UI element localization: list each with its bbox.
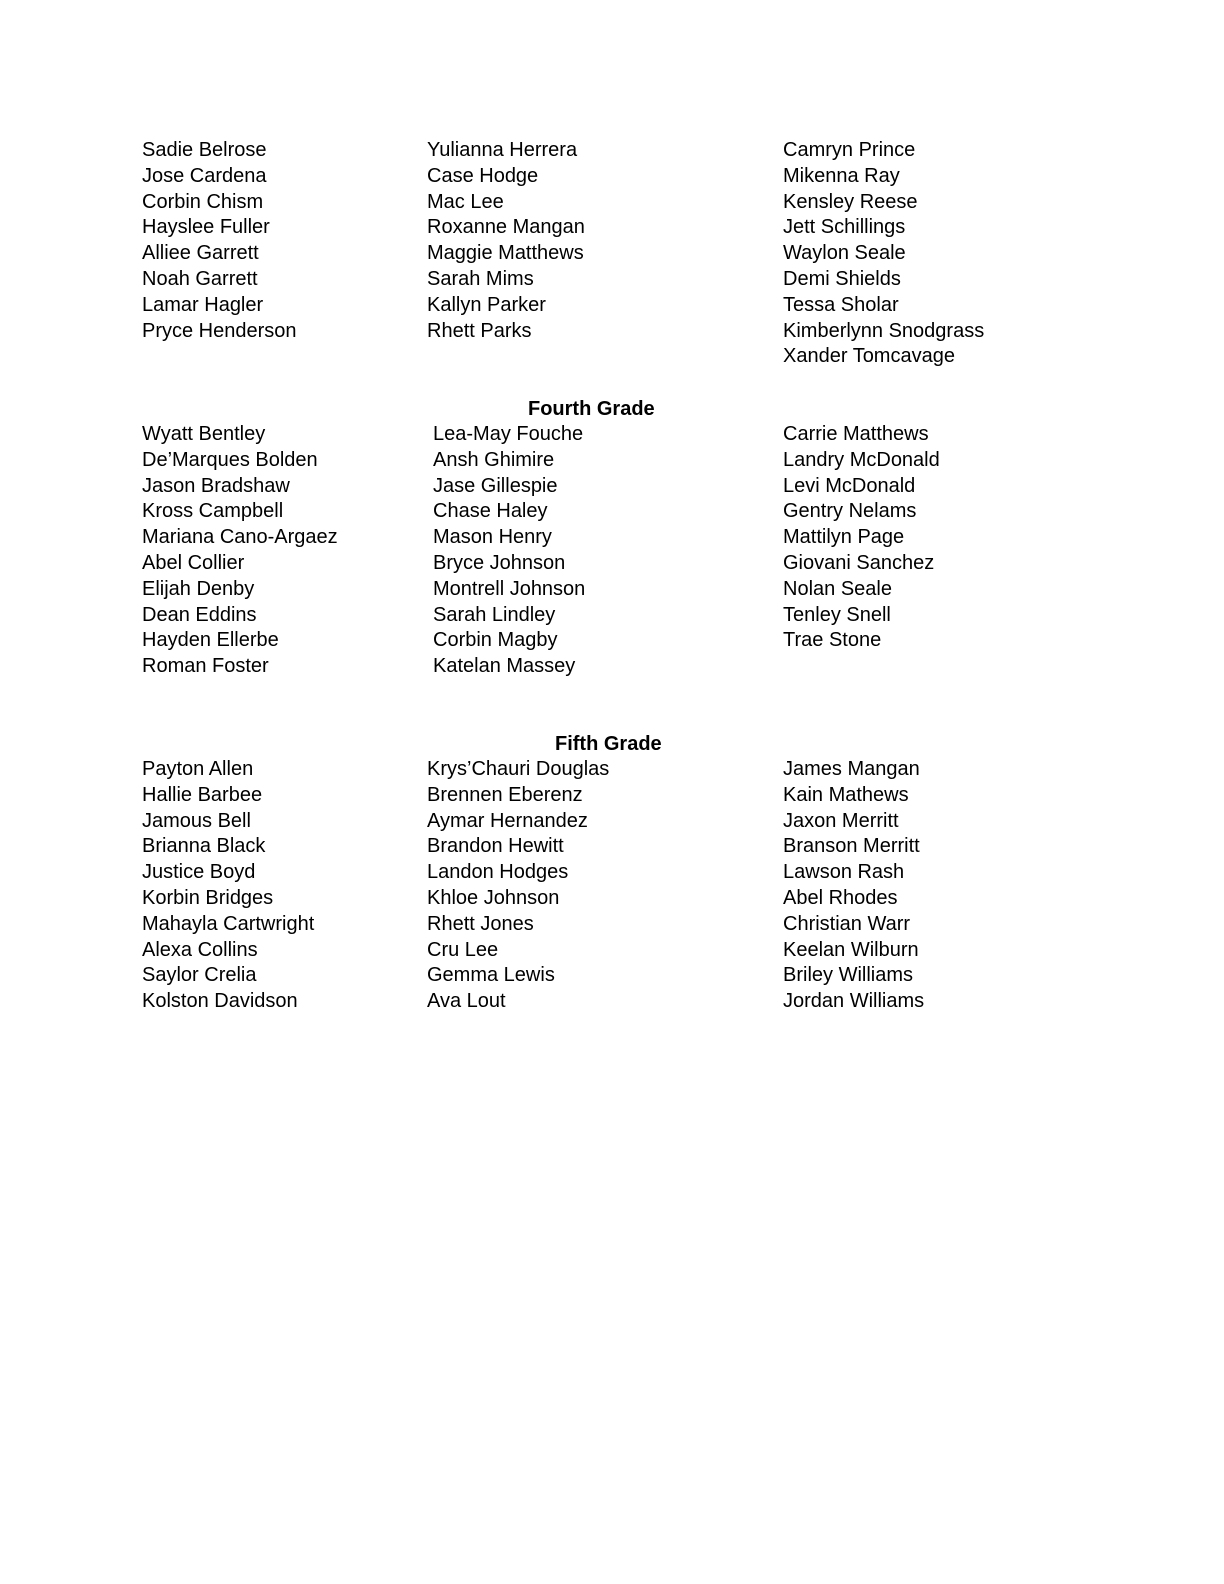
name-entry: Abel Collier [142, 551, 245, 574]
name-entry: Mattilyn Page [783, 526, 905, 549]
name-entry: Aymar Hernandez [427, 809, 588, 832]
name-entry: Jase Gillespie [433, 474, 558, 497]
name-entry: Hallie Barbee [142, 783, 263, 806]
name-entry: Kimberlynn Snodgrass [783, 319, 985, 342]
name-entry: Ansh Ghimire [433, 448, 555, 471]
name-entry: Briley Williams [783, 964, 913, 987]
name-entry: Lamar Hagler [142, 293, 264, 316]
name-entry: Lawson Rash [783, 861, 905, 884]
name-entry: Dean Eddins [142, 603, 257, 626]
name-entry: Brandon Hewitt [427, 835, 564, 858]
name-entry: Nolan Seale [783, 577, 892, 600]
name-column-2 [427, 138, 585, 344]
name-entry: Kross Campbell [142, 500, 284, 523]
name-entry: Abel Rhodes [783, 886, 898, 909]
name-entry: Jaxon Merritt [783, 809, 899, 832]
name-column-3 [783, 422, 940, 654]
name-entry: Justice Boyd [142, 861, 256, 884]
name-entry: Jose Cardena [142, 164, 267, 187]
name-column-1 [142, 422, 338, 680]
name-entry: Brianna Black [142, 835, 266, 858]
name-entry: Tenley Snell [783, 603, 891, 626]
name-entry: Chase Haley [433, 500, 548, 523]
name-entry: Jamous Bell [142, 809, 251, 832]
name-entry: Camryn Prince [783, 139, 916, 161]
name-entry: Kensley Reese [783, 190, 918, 213]
name-entry: Giovani Sanchez [783, 551, 935, 574]
name-entry: Kolston Davidson [142, 990, 298, 1013]
name-entry: Payton Allen [142, 758, 254, 780]
name-entry: Mason Henry [433, 526, 552, 549]
name-entry: Lea-May Fouche [433, 423, 584, 445]
name-entry: Corbin Magby [433, 629, 558, 652]
name-entry: Brennen Eberenz [427, 783, 583, 806]
name-entry: Hayslee Fuller [142, 216, 270, 239]
name-entry: Waylon Seale [783, 242, 906, 265]
name-entry: Corbin Chism [142, 190, 264, 213]
name-column-3 [783, 757, 924, 1015]
name-entry: Sadie Belrose [142, 139, 267, 161]
name-entry: Gentry Nelams [783, 500, 917, 523]
name-entry: Mikenna Ray [783, 164, 900, 187]
name-entry: Landry McDonald [783, 448, 940, 471]
name-entry: Christian Warr [783, 912, 911, 935]
name-entry: Case Hodge [427, 164, 539, 187]
name-entry: Rhett Parks [427, 319, 532, 342]
section-heading: Fourth Grade [528, 398, 655, 420]
name-entry: Tessa Sholar [783, 293, 899, 316]
name-entry: Cru Lee [427, 938, 499, 961]
name-entry: Alexa Collins [142, 938, 258, 961]
name-entry: Mac Lee [427, 190, 504, 213]
name-entry: Roman Foster [142, 655, 269, 678]
name-entry: Trae Stone [783, 629, 882, 652]
name-entry: Krys’Chauri Douglas [427, 758, 610, 780]
name-entry: Sarah Mims [427, 267, 534, 290]
name-entry: Landon Hodges [427, 861, 569, 884]
name-entry: Carrie Matthews [783, 423, 929, 445]
name-entry: Khloe Johnson [427, 886, 560, 909]
name-entry: Gemma Lewis [427, 964, 555, 987]
name-entry: James Mangan [783, 758, 920, 780]
name-entry: Kain Mathews [783, 783, 909, 806]
name-column-1 [142, 757, 314, 1015]
name-entry: Bryce Johnson [433, 551, 566, 574]
name-entry: Roxanne Mangan [427, 216, 585, 239]
name-entry: Pryce Henderson [142, 319, 297, 342]
name-entry: Ava Lout [427, 990, 506, 1013]
name-entry: Kallyn Parker [427, 293, 546, 316]
name-column-3 [783, 138, 984, 370]
name-column-2 [433, 422, 585, 680]
name-entry: Jordan Williams [783, 990, 925, 1013]
name-entry: Xander Tomcavage [783, 345, 955, 368]
name-entry: Noah Garrett [142, 267, 258, 290]
name-entry: Jason Bradshaw [142, 474, 290, 497]
name-entry: Keelan Wilburn [783, 938, 919, 961]
name-entry: Mariana Cano-Argaez [142, 526, 338, 549]
name-entry: Yulianna Herrera [427, 139, 578, 161]
name-entry: Elijah Denby [142, 577, 255, 600]
name-column-1 [142, 138, 297, 344]
name-entry: Demi Shields [783, 267, 901, 290]
name-entry: De’Marques Bolden [142, 448, 318, 471]
name-entry: Maggie Matthews [427, 242, 584, 265]
name-entry: Korbin Bridges [142, 886, 274, 909]
name-entry: Hayden Ellerbe [142, 629, 279, 652]
name-entry: Montrell Johnson [433, 577, 586, 600]
name-entry: Sarah Lindley [433, 603, 556, 626]
name-entry: Branson Merritt [783, 835, 920, 858]
name-entry: Wyatt Bentley [142, 423, 266, 445]
name-entry: Levi McDonald [783, 474, 916, 497]
name-column-2 [427, 757, 609, 1015]
section-heading: Fifth Grade [555, 733, 662, 755]
name-entry: Alliee Garrett [142, 242, 259, 265]
name-entry: Jett Schillings [783, 216, 906, 239]
name-entry: Mahayla Cartwright [142, 912, 315, 935]
name-entry: Saylor Crelia [142, 964, 257, 987]
name-entry: Rhett Jones [427, 912, 534, 935]
name-entry: Katelan Massey [433, 655, 576, 678]
